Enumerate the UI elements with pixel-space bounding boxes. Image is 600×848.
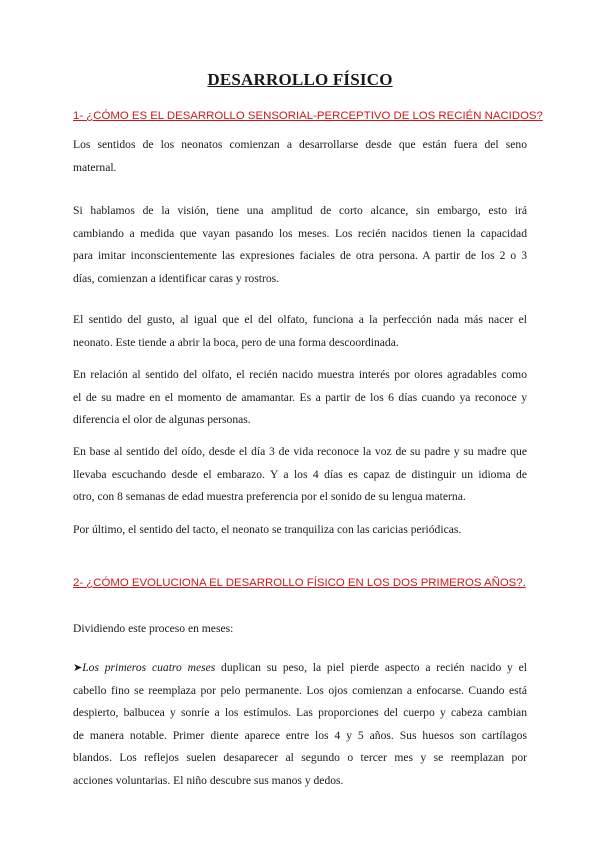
section-2-heading — [73, 577, 533, 589]
bullet-first-four-months — [73, 657, 527, 792]
text-line: En relación al sentido del olfato, el recién nacido muestra interés por olores agradables como — [73, 368, 527, 381]
text-line: blandos. Los reflejos suelen desaparecer al segundo o tercer mes y se reemplazan por — [73, 751, 527, 764]
paragraph-smell — [73, 364, 527, 432]
text-line: otro, con 8 semanas de edad muestra preferencia por el sonido de su lengua materna. — [73, 490, 466, 503]
text-line: neonato. Este tiende a abrir la boca, pero de una forma descoordinada. — [73, 335, 399, 349]
arrow-bullet-icon: ➤ — [73, 661, 83, 674]
text-line — [73, 657, 527, 680]
text-line: de manera notable. Primer diente aparece entre los 4 y 5 años. Sus huesos son cartílagos — [73, 728, 527, 742]
text-line: Por último, el sentido del tacto, el neonato se tranquiliza con las caricias periódicas. — [73, 523, 462, 536]
text-line: En base al sentido del oído, desde el día 3 de vida reconoce la voz de su padre y su madre que — [73, 445, 527, 458]
bullet-lead-rest: duplican su peso, la piel pierde aspecto a recién nacido y el — [215, 661, 527, 674]
text-line: despierto, balbucea y sonríe a los estímulos. Las proporciones del cuerpo y cabeza cambian — [73, 706, 527, 719]
text-line: el de su madre en el momento de amamantar. Es a partir de los 6 días cuando ya reconoce y — [73, 390, 527, 404]
paragraph-taste — [73, 309, 527, 354]
paragraph-hearing — [73, 441, 527, 509]
text-line: Si hablamos de la visión, tiene una amplitud de corto alcance, sin embargo, esto irá — [73, 204, 527, 217]
text-line: maternal. — [73, 160, 117, 174]
section-2-heading-text: 2- ¿CÓMO EVOLUCIONA EL DESARROLLO FÍSICO EN LOS DOS PRIMEROS AÑOS? — [73, 577, 523, 589]
text-line: diferencia el olor de algunas personas. — [73, 413, 251, 426]
text-line: Los sentidos de los neonatos comienzan a desarrollarse desde que están fuera del seno — [73, 138, 527, 151]
paragraph-senses-intro — [73, 134, 527, 179]
text-line: Dividiendo este proceso en meses: — [73, 622, 234, 635]
paragraph-touch — [73, 519, 527, 542]
text-line: para imitar inconscientemente las expresiones faciales de otra persona. A partir de los 2 o 3 — [73, 249, 527, 262]
section-1-heading — [73, 110, 543, 122]
section-2-heading-period: . — [522, 577, 526, 589]
text-line: cabello fino se reemplaza por pelo permanente. Los ojos comienzan a enfocarse. Cuando está — [73, 683, 527, 697]
text-line: cambiando a medida que vayan pasando los meses. Los recién nacidos tienen la capacidad — [73, 226, 527, 240]
page-title: DESARROLLO FÍSICO — [207, 70, 393, 89]
paragraph-months-intro — [73, 618, 527, 641]
section-1-heading-text: 1- ¿CÓMO ES EL DESARROLLO SENSORIAL-PERCEPTIVO DE LOS RECIÉN NACIDOS? — [73, 110, 543, 122]
paragraph-vision — [73, 200, 527, 290]
text-line: acciones voluntarias. El niño descubre sus manos y dedos. — [73, 773, 344, 787]
text-line: llevaba escuchando desde el embarazo. Y a los 4 días es capaz de distinguir un idioma de — [73, 467, 527, 481]
text-line: días, comienzan a identificar caras y rostros. — [73, 271, 280, 285]
bullet-lead-italic: Los primeros cuatro meses — [82, 661, 216, 674]
text-line: El sentido del gusto, al igual que el del olfato, funciona a la perfección nada más nacer el — [73, 313, 527, 326]
